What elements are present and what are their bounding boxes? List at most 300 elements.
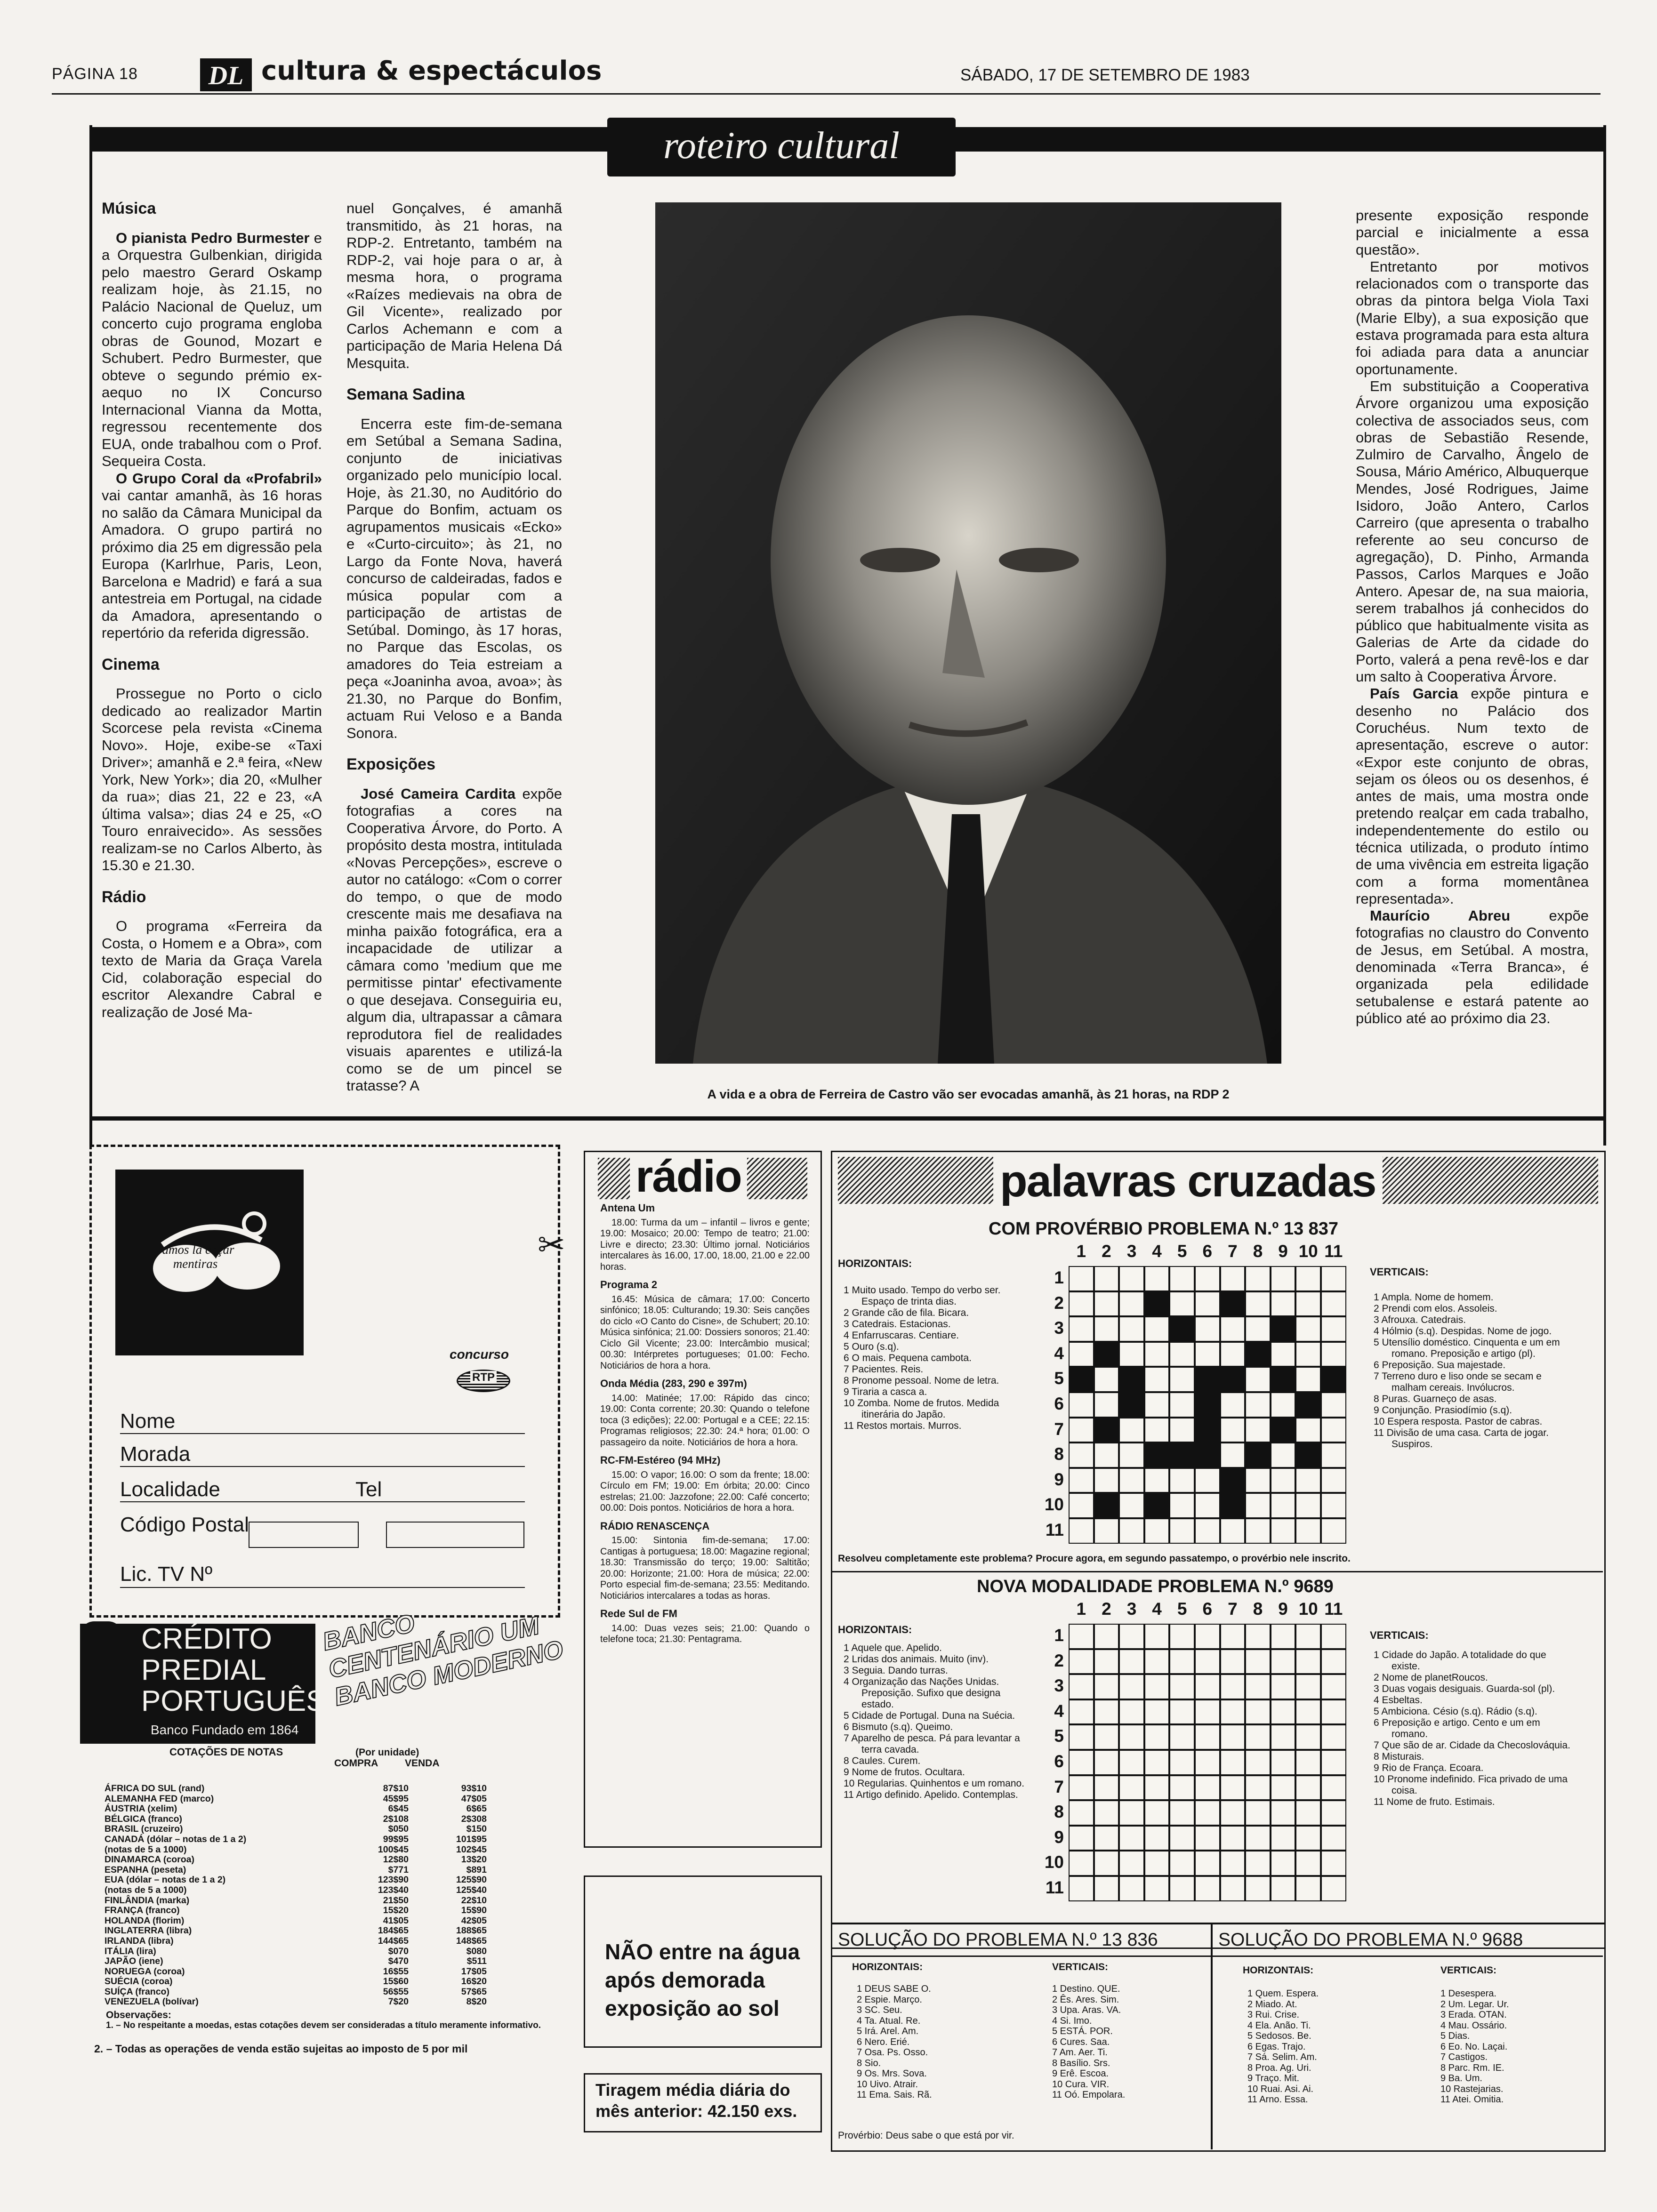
grid-cell[interactable]: [1195, 1493, 1220, 1518]
grid-cell[interactable]: [1094, 1750, 1119, 1775]
grid-cell[interactable]: [1295, 1649, 1321, 1675]
sol2-horiz-label: HORIZONTAIS:: [1243, 1965, 1314, 1976]
grid-cell[interactable]: [1094, 1699, 1119, 1725]
grid-cell[interactable]: [1271, 1724, 1296, 1750]
grid-cell[interactable]: [1119, 1775, 1144, 1801]
grid-cell[interactable]: [1220, 1724, 1246, 1750]
clue-item: 7 Que são de ar. Cidade da Checoslováquia.: [1374, 1740, 1570, 1751]
rate-row: [103, 1896, 489, 1906]
grid-cell[interactable]: [1245, 1674, 1271, 1699]
grid-cell[interactable]: [1195, 1775, 1220, 1801]
roteiro-col2: [346, 200, 562, 1095]
grid-cell[interactable]: [1144, 1800, 1170, 1826]
grid-cell[interactable]: [1271, 1468, 1296, 1493]
grid-cell[interactable]: [1094, 1826, 1119, 1851]
solution-item: 7 Castigos.: [1440, 2052, 1488, 2062]
grid-cell[interactable]: [1220, 1826, 1246, 1851]
grid-cell[interactable]: [1271, 1800, 1296, 1826]
grid-cell[interactable]: [1195, 1876, 1220, 1901]
grid-cell[interactable]: [1144, 1649, 1170, 1675]
solution-item: 2 Um. Legar. Ur.: [1440, 1999, 1509, 2010]
grid-cell[interactable]: [1144, 1826, 1170, 1851]
grid-cell[interactable]: [1069, 1418, 1094, 1443]
grid-cell[interactable]: [1094, 1649, 1119, 1675]
grid-cell[interactable]: [1144, 1750, 1170, 1775]
grid-cell[interactable]: [1094, 1624, 1119, 1649]
grid-cell[interactable]: [1144, 1342, 1170, 1367]
grid-cell[interactable]: [1069, 1392, 1094, 1418]
grid-cell[interactable]: [1094, 1291, 1119, 1317]
expo-heading: Exposições: [346, 755, 435, 773]
grid-cell[interactable]: [1220, 1750, 1246, 1775]
grid-cell[interactable]: [1069, 1316, 1094, 1342]
grid-cell[interactable]: [1271, 1826, 1296, 1851]
solution-item: 9 Ba. Um.: [1440, 2073, 1482, 2084]
grid-cell[interactable]: [1195, 1316, 1220, 1342]
grid-cell[interactable]: [1271, 1518, 1296, 1544]
field-postal-box1[interactable]: [249, 1522, 359, 1548]
grid-cell[interactable]: [1295, 1674, 1321, 1699]
grid-cell[interactable]: [1245, 1367, 1271, 1392]
rate-sell: $150: [466, 1824, 487, 1835]
grid-cell[interactable]: [1245, 1750, 1271, 1775]
grid-cell[interactable]: [1195, 1342, 1220, 1367]
grid-cell[interactable]: [1321, 1800, 1346, 1826]
grid-cell[interactable]: [1271, 1775, 1296, 1801]
radio-p: O programa «Ferreira da Costa, o Homem e a Obra», com texto de Maria da Graça Varela Cid, colaboração especial do escritor Alexandre Cabral e realização de José Ma-: [102, 918, 322, 1020]
grid-cell[interactable]: [1245, 1775, 1271, 1801]
grid-cell[interactable]: [1195, 1851, 1220, 1876]
grid-cell[interactable]: [1295, 1468, 1321, 1493]
grid-cell[interactable]: [1321, 1291, 1346, 1317]
grid-cell[interactable]: [1094, 1367, 1119, 1392]
grid-cell[interactable]: [1321, 1266, 1346, 1291]
grid-cell[interactable]: [1195, 1518, 1220, 1544]
grid-cell[interactable]: [1119, 1493, 1144, 1518]
solution-item: 1 Desespera.: [1440, 1988, 1496, 1999]
grid-cell[interactable]: [1169, 1392, 1195, 1418]
field-phone[interactable]: Tel: [355, 1478, 525, 1502]
tiragem-l2: mês anterior: 42.150 exs.: [595, 2101, 797, 2121]
grid-cell[interactable]: [1144, 1291, 1170, 1317]
grid-cell[interactable]: [1195, 1443, 1220, 1468]
field-address[interactable]: Morada: [120, 1443, 525, 1467]
grid-cell[interactable]: [1245, 1800, 1271, 1826]
grid-row-number: 11: [1045, 1520, 1064, 1539]
grid-cell[interactable]: [1271, 1674, 1296, 1699]
grid-cell[interactable]: [1169, 1468, 1195, 1493]
grid-cell[interactable]: [1295, 1800, 1321, 1826]
grid-cell[interactable]: [1220, 1266, 1246, 1291]
grid-cell[interactable]: [1321, 1649, 1346, 1675]
grid-cell[interactable]: [1069, 1876, 1094, 1901]
grid-cell[interactable]: [1069, 1800, 1094, 1826]
grid-cell[interactable]: [1119, 1342, 1144, 1367]
grid-cell[interactable]: [1271, 1266, 1296, 1291]
grid-cell[interactable]: [1295, 1418, 1321, 1443]
grid-cell[interactable]: [1295, 1699, 1321, 1725]
grid-cell[interactable]: [1220, 1493, 1246, 1518]
grid-cell[interactable]: [1321, 1724, 1346, 1750]
grid-cell[interactable]: [1094, 1876, 1119, 1901]
grid-cell[interactable]: [1119, 1418, 1144, 1443]
grid-cell[interactable]: [1220, 1367, 1246, 1392]
grid-cell[interactable]: [1245, 1493, 1271, 1518]
grid-cell[interactable]: [1069, 1342, 1094, 1367]
grid-cell[interactable]: [1220, 1851, 1246, 1876]
solution-item: 8 Sio.: [857, 2058, 881, 2068]
grid-cell[interactable]: [1321, 1826, 1346, 1851]
clue-item: 5 Ambiciona. Césio (s.q). Rádio (s.q).: [1374, 1706, 1537, 1717]
grid-cell[interactable]: [1069, 1649, 1094, 1675]
rates-title: COTAÇÕES DE NOTAS: [169, 1746, 283, 1758]
grid-cell[interactable]: [1245, 1418, 1271, 1443]
grid-cell[interactable]: [1245, 1699, 1271, 1725]
grid-cell[interactable]: [1094, 1493, 1119, 1518]
grid-cell[interactable]: [1169, 1750, 1195, 1775]
clue-item: 3 Afrouxa. Catedrais.: [1374, 1314, 1466, 1325]
rate-buy: $470: [388, 1956, 409, 1967]
grid-cell[interactable]: [1321, 1316, 1346, 1342]
grid-cell[interactable]: [1094, 1775, 1119, 1801]
grid-cell[interactable]: [1245, 1342, 1271, 1367]
grid-col-number: 3: [1126, 1599, 1137, 1619]
grid-cell[interactable]: [1094, 1724, 1119, 1750]
page-number: PÁGINA 18: [52, 65, 138, 83]
grid-col-number: 7: [1228, 1599, 1238, 1619]
grid-cell[interactable]: [1321, 1418, 1346, 1443]
grid-cell[interactable]: [1295, 1775, 1321, 1801]
grid-cell[interactable]: [1271, 1342, 1296, 1367]
grid-cell[interactable]: [1295, 1291, 1321, 1317]
grid-cell[interactable]: [1119, 1649, 1144, 1675]
grid-cell[interactable]: [1069, 1468, 1094, 1493]
grid-cell[interactable]: [1195, 1826, 1220, 1851]
grid-cell[interactable]: [1245, 1316, 1271, 1342]
grid-cell[interactable]: [1144, 1775, 1170, 1801]
grid-cell[interactable]: [1195, 1468, 1220, 1493]
grid-cell[interactable]: [1195, 1674, 1220, 1699]
grid-cell[interactable]: [1094, 1468, 1119, 1493]
grid-cell[interactable]: [1321, 1367, 1346, 1392]
grid-cell[interactable]: [1144, 1266, 1170, 1291]
solution-item: 3 Rui. Crise.: [1247, 2010, 1300, 2020]
grid-cell[interactable]: [1169, 1493, 1195, 1518]
rate-sell: 17$05: [461, 1966, 487, 1977]
grid-cell[interactable]: [1144, 1518, 1170, 1544]
grid-cell[interactable]: [1069, 1826, 1094, 1851]
grid-cell[interactable]: [1094, 1392, 1119, 1418]
grid-cell[interactable]: [1195, 1750, 1220, 1775]
grid-cell[interactable]: [1119, 1392, 1144, 1418]
grid-cell[interactable]: [1069, 1674, 1094, 1699]
grid-cell[interactable]: [1321, 1493, 1346, 1518]
p1-horiz-label: HORIZONTAIS:: [838, 1258, 912, 1269]
grid-cell[interactable]: [1321, 1624, 1346, 1649]
grid-cell[interactable]: [1094, 1851, 1119, 1876]
grid-cell[interactable]: [1144, 1624, 1170, 1649]
grid-cell[interactable]: [1144, 1851, 1170, 1876]
rate-row: [103, 1824, 489, 1835]
p1-grid: [1069, 1266, 1346, 1544]
grid-cell[interactable]: [1169, 1649, 1195, 1675]
grid-cell[interactable]: [1220, 1291, 1246, 1317]
grid-cell[interactable]: [1295, 1316, 1321, 1342]
grid-cell[interactable]: [1195, 1624, 1220, 1649]
rate-buy: 56$55: [383, 1986, 409, 1997]
grid-cell[interactable]: [1169, 1826, 1195, 1851]
grid-cell[interactable]: [1169, 1367, 1195, 1392]
clue-item: 11 Artigo definido. Apelido. Contemplas.: [844, 1789, 1018, 1800]
grid-cell[interactable]: [1169, 1876, 1195, 1901]
grid-cell[interactable]: [1195, 1266, 1220, 1291]
grid-cell[interactable]: [1295, 1518, 1321, 1544]
grid-cell[interactable]: [1220, 1468, 1246, 1493]
grid-cell[interactable]: [1144, 1699, 1170, 1725]
grid-cell[interactable]: [1245, 1724, 1271, 1750]
grid-cell[interactable]: [1144, 1493, 1170, 1518]
grid-cell[interactable]: [1245, 1624, 1271, 1649]
grid-cell[interactable]: [1119, 1291, 1144, 1317]
grid-cell[interactable]: [1119, 1266, 1144, 1291]
grid-cell[interactable]: [1144, 1443, 1170, 1468]
grid-cell[interactable]: [1245, 1851, 1271, 1876]
grid-cell[interactable]: [1245, 1649, 1271, 1675]
grid-cell[interactable]: [1169, 1316, 1195, 1342]
grid-cell[interactable]: [1169, 1724, 1195, 1750]
grid-cell[interactable]: [1321, 1674, 1346, 1699]
grid-cell[interactable]: [1220, 1316, 1246, 1342]
grid-cell[interactable]: [1295, 1392, 1321, 1418]
grid-cell[interactable]: [1295, 1367, 1321, 1392]
grid-cell[interactable]: [1169, 1699, 1195, 1725]
grid-cell[interactable]: [1069, 1724, 1094, 1750]
grid-cell[interactable]: [1119, 1674, 1144, 1699]
grid-cell[interactable]: [1295, 1851, 1321, 1876]
grid-cell[interactable]: [1119, 1624, 1144, 1649]
grid-cell[interactable]: [1144, 1418, 1170, 1443]
grid-cell[interactable]: [1119, 1724, 1144, 1750]
clue-item: 3 Duas vogais desiguais. Guarda-sol (pl).: [1374, 1683, 1555, 1694]
grid-cell[interactable]: [1271, 1418, 1296, 1443]
grid-cell[interactable]: [1169, 1418, 1195, 1443]
grid-cell[interactable]: [1094, 1316, 1119, 1342]
grid-cell[interactable]: [1321, 1876, 1346, 1901]
grid-cell[interactable]: [1169, 1518, 1195, 1544]
grid-row-number: 9: [1054, 1827, 1064, 1847]
grid-cell[interactable]: [1271, 1624, 1296, 1649]
grid-cell[interactable]: [1271, 1443, 1296, 1468]
grid-cell[interactable]: [1295, 1826, 1321, 1851]
grid-cell[interactable]: [1144, 1316, 1170, 1342]
grid-cell[interactable]: [1119, 1468, 1144, 1493]
grid-cell[interactable]: [1069, 1624, 1094, 1649]
grid-cell[interactable]: [1295, 1443, 1321, 1468]
grid-cell[interactable]: [1271, 1493, 1296, 1518]
solution-item: 10 Uivo. Atrair.: [857, 2079, 918, 2090]
grid-cell[interactable]: [1321, 1699, 1346, 1725]
rate-buy: 12$80: [383, 1854, 409, 1865]
grid-cell[interactable]: [1245, 1468, 1271, 1493]
grid-cell[interactable]: [1144, 1674, 1170, 1699]
grid-cell[interactable]: [1321, 1392, 1346, 1418]
grid-cell[interactable]: [1069, 1699, 1094, 1725]
grid-cell[interactable]: [1144, 1392, 1170, 1418]
grid-cell[interactable]: [1295, 1342, 1321, 1367]
field-name[interactable]: Nome: [120, 1410, 525, 1434]
grid-cell[interactable]: [1169, 1674, 1195, 1699]
grid-cell[interactable]: [1220, 1392, 1246, 1418]
grid-cell[interactable]: [1119, 1699, 1144, 1725]
grid-cell[interactable]: [1119, 1518, 1144, 1544]
grid-cell[interactable]: [1295, 1266, 1321, 1291]
grid-cell[interactable]: [1169, 1291, 1195, 1317]
grid-cell[interactable]: [1245, 1266, 1271, 1291]
grid-cell[interactable]: [1245, 1826, 1271, 1851]
grid-cell[interactable]: [1069, 1750, 1094, 1775]
clue-item: 2 Prendi com elos. Assoleis.: [1374, 1303, 1497, 1314]
grid-cell[interactable]: [1169, 1624, 1195, 1649]
grid-cell[interactable]: [1220, 1649, 1246, 1675]
grid-cell[interactable]: [1119, 1800, 1144, 1826]
grid-cell[interactable]: [1220, 1800, 1246, 1826]
grid-cell[interactable]: [1220, 1624, 1246, 1649]
grid-cell[interactable]: [1169, 1266, 1195, 1291]
grid-row-number: 6: [1054, 1752, 1064, 1771]
grid-cell[interactable]: [1271, 1367, 1296, 1392]
grid-cell[interactable]: [1169, 1775, 1195, 1801]
grid-cell[interactable]: [1321, 1468, 1346, 1493]
grid-cell[interactable]: [1069, 1443, 1094, 1468]
grid-cell[interactable]: [1295, 1750, 1321, 1775]
field-locality[interactable]: Localidade: [120, 1478, 355, 1502]
grid-cell[interactable]: [1220, 1775, 1246, 1801]
grid-cell[interactable]: [1119, 1316, 1144, 1342]
grid-cell[interactable]: [1321, 1851, 1346, 1876]
grid-cell[interactable]: [1295, 1624, 1321, 1649]
grid-cell[interactable]: [1245, 1443, 1271, 1468]
grid-cell[interactable]: [1169, 1851, 1195, 1876]
grid-cell[interactable]: [1119, 1851, 1144, 1876]
grid-cell[interactable]: [1220, 1699, 1246, 1725]
grid-cell[interactable]: [1094, 1342, 1119, 1367]
clue-item: 9 Rio de França. Ecoara.: [1374, 1763, 1484, 1773]
grid-cell[interactable]: [1321, 1518, 1346, 1544]
grid-cell[interactable]: [1271, 1291, 1296, 1317]
grid-cell[interactable]: [1195, 1800, 1220, 1826]
radio-station-listing: 14.00: Matinée; 17.00: Rápido das cinco; 19.00: Conta corrente; 20.30: Quando o telefone toca (3 edições); 22.00: Portugal e a CEE; 22.15: Programas religiosos; 22.30: 24.ª hora; 01.00: O passageiro da noite. Noticiários de hora a hora.: [600, 1393, 810, 1448]
grid-cell[interactable]: [1094, 1800, 1119, 1826]
grid-cell[interactable]: [1245, 1291, 1271, 1317]
grid-cell[interactable]: [1271, 1750, 1296, 1775]
clue-item: 11 Nome de fruto. Estimais.: [1374, 1796, 1495, 1807]
grid-cell[interactable]: [1094, 1674, 1119, 1699]
grid-cell[interactable]: [1321, 1342, 1346, 1367]
grid-cell[interactable]: [1220, 1876, 1246, 1901]
grid-cell[interactable]: [1144, 1367, 1170, 1392]
grid-cell[interactable]: [1271, 1316, 1296, 1342]
grid-cell[interactable]: [1144, 1876, 1170, 1901]
grid-cell[interactable]: [1069, 1493, 1094, 1518]
grid-cell[interactable]: [1144, 1468, 1170, 1493]
solution-item: 8 Basílio. Srs.: [1052, 2058, 1110, 2068]
grid-cell[interactable]: [1119, 1750, 1144, 1775]
grid-cell[interactable]: [1220, 1418, 1246, 1443]
grid-cell[interactable]: [1195, 1699, 1220, 1725]
grid-cell[interactable]: [1321, 1443, 1346, 1468]
grid-cell[interactable]: [1245, 1876, 1271, 1901]
concurso-label: concurso: [450, 1347, 509, 1362]
grid-cell[interactable]: [1295, 1493, 1321, 1518]
bank-name-1: CRÉDITO: [141, 1623, 272, 1655]
field-postal-box2[interactable]: [386, 1522, 524, 1548]
grid-cell[interactable]: [1321, 1775, 1346, 1801]
grid-cell[interactable]: [1144, 1724, 1170, 1750]
cinema-heading: Cinema: [102, 655, 160, 673]
grid-cell[interactable]: [1094, 1443, 1119, 1468]
grid-cell[interactable]: [1094, 1418, 1119, 1443]
grid-cell[interactable]: [1094, 1518, 1119, 1544]
grid-cell[interactable]: [1195, 1649, 1220, 1675]
grid-cell[interactable]: [1195, 1418, 1220, 1443]
grid-cell[interactable]: [1271, 1699, 1296, 1725]
grid-cell[interactable]: [1119, 1367, 1144, 1392]
rate-buy: 7$20: [388, 1996, 409, 2007]
grid-cell[interactable]: [1195, 1392, 1220, 1418]
sol1-vert: [1052, 1984, 1207, 2100]
grid-cell[interactable]: [1245, 1518, 1271, 1544]
grid-cell[interactable]: [1195, 1291, 1220, 1317]
grid-cell[interactable]: [1069, 1775, 1094, 1801]
grid-cell[interactable]: [1271, 1851, 1296, 1876]
field-licence[interactable]: Lic. TV Nº: [120, 1563, 525, 1588]
grid-cell[interactable]: [1271, 1649, 1296, 1675]
grid-cell[interactable]: [1220, 1518, 1246, 1544]
grid-cell[interactable]: [1295, 1876, 1321, 1901]
grid-cell[interactable]: [1069, 1851, 1094, 1876]
grid-cell[interactable]: [1321, 1750, 1346, 1775]
coupon-logo-text: vamos lá caçar mentiras: [156, 1242, 234, 1271]
grid-col-number: 5: [1177, 1599, 1187, 1619]
grid-cell[interactable]: [1295, 1724, 1321, 1750]
grid-cell[interactable]: [1245, 1392, 1271, 1418]
grid-cell[interactable]: [1119, 1826, 1144, 1851]
grid-cell[interactable]: [1271, 1392, 1296, 1418]
grid-cell[interactable]: [1220, 1443, 1246, 1468]
rate-currency: BRASIL (cruzeiro): [105, 1824, 183, 1835]
grid-cell[interactable]: [1069, 1266, 1094, 1291]
grid-cell[interactable]: [1220, 1674, 1246, 1699]
grid-cell[interactable]: [1119, 1443, 1144, 1468]
grid-cell[interactable]: [1169, 1443, 1195, 1468]
grid-cell[interactable]: [1195, 1724, 1220, 1750]
rate-currency: VENEZUELA (bolívar): [105, 1996, 199, 2007]
grid-cell[interactable]: [1169, 1800, 1195, 1826]
grid-cell[interactable]: [1069, 1367, 1094, 1392]
grid-cell[interactable]: [1119, 1876, 1144, 1901]
grid-row-number: 5: [1054, 1369, 1064, 1388]
grid-cell[interactable]: [1069, 1518, 1094, 1544]
grid-cell[interactable]: [1169, 1342, 1195, 1367]
grid-cell[interactable]: [1271, 1876, 1296, 1901]
rate-buy: 15$20: [383, 1905, 409, 1916]
grid-cell[interactable]: [1094, 1266, 1119, 1291]
solution-item: 4 Mau. Ossário.: [1440, 2020, 1507, 2031]
rate-buy: 123$90: [378, 1875, 409, 1885]
grid-cell[interactable]: [1220, 1342, 1246, 1367]
grid-cell[interactable]: [1069, 1291, 1094, 1317]
grid-cell[interactable]: [1195, 1367, 1220, 1392]
